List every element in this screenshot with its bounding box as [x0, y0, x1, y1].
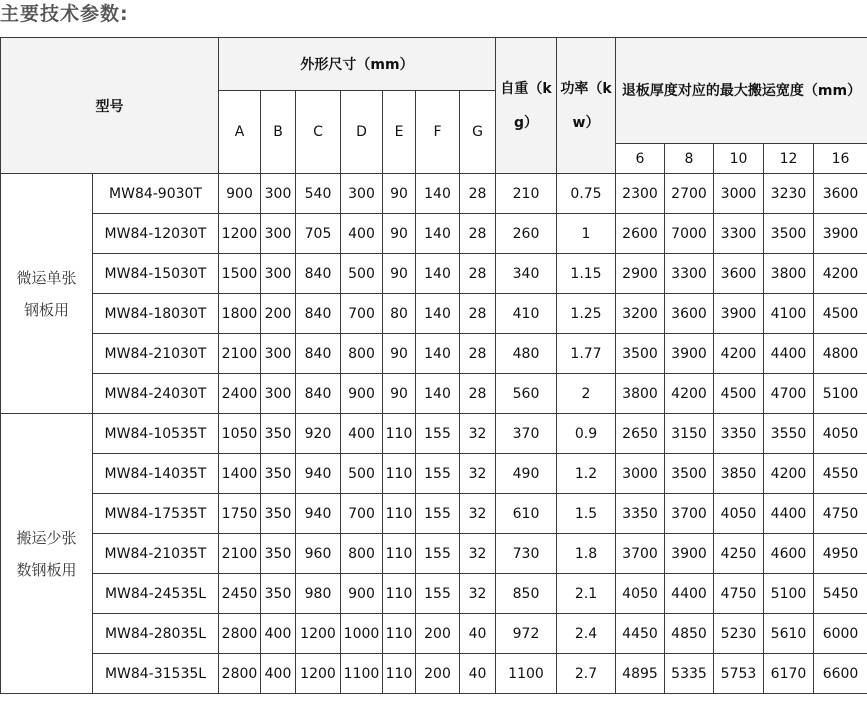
width-cell: 4200 [665, 374, 714, 414]
dimension-cell: 40 [460, 654, 496, 694]
dimension-cell: 500 [341, 254, 383, 294]
weight-cell: 260 [496, 214, 557, 254]
width-cell: 3500 [665, 454, 714, 494]
dimension-cell: 1200 [296, 614, 341, 654]
width-cell: 4400 [764, 334, 814, 374]
model-cell: MW84-18030T [93, 294, 219, 334]
power-cell: 1.2 [557, 454, 616, 494]
section-title: 主要技术参数: [0, 3, 129, 25]
weight-cell: 410 [496, 294, 557, 334]
width-cell: 2700 [665, 174, 714, 214]
header-thickness-8: 8 [665, 144, 714, 174]
width-cell: 3500 [616, 334, 665, 374]
width-cell: 5450 [814, 574, 867, 614]
width-cell: 5753 [714, 654, 764, 694]
dimension-cell: 940 [296, 494, 341, 534]
dimension-cell: 32 [460, 574, 496, 614]
dimension-cell: 200 [261, 294, 296, 334]
dimension-cell: 200 [416, 614, 460, 654]
power-cell: 2 [557, 374, 616, 414]
width-cell: 4850 [665, 614, 714, 654]
dimension-cell: 1050 [219, 414, 261, 454]
model-cell: MW84-21035T [93, 534, 219, 574]
dimension-cell: 140 [416, 214, 460, 254]
width-cell: 2300 [616, 174, 665, 214]
width-cell: 4400 [764, 494, 814, 534]
dimension-cell: 110 [383, 414, 416, 454]
category-label: 微运单张钢板用 [1, 174, 93, 414]
model-cell: MW84-14035T [93, 454, 219, 494]
width-cell: 6000 [814, 614, 867, 654]
dimension-cell: 1500 [219, 254, 261, 294]
header-dim-f: F [416, 91, 460, 174]
dimension-cell: 155 [416, 494, 460, 534]
header-dimensions: 外形尺寸（mm） [219, 38, 496, 91]
dimension-cell: 110 [383, 654, 416, 694]
power-cell: 1.15 [557, 254, 616, 294]
width-cell: 3350 [714, 414, 764, 454]
dimension-cell: 300 [261, 374, 296, 414]
dimension-cell: 700 [341, 494, 383, 534]
dimension-cell: 90 [383, 374, 416, 414]
width-cell: 3300 [714, 214, 764, 254]
dimension-cell: 900 [219, 174, 261, 214]
dimension-cell: 980 [296, 574, 341, 614]
width-cell: 4800 [814, 334, 867, 374]
dimension-cell: 28 [460, 214, 496, 254]
table-row [1, 214, 867, 254]
table-row [1, 414, 867, 454]
dimension-cell: 500 [341, 454, 383, 494]
table-row [1, 174, 867, 214]
dimension-cell: 2800 [219, 654, 261, 694]
weight-cell: 210 [496, 174, 557, 214]
width-cell: 5100 [764, 574, 814, 614]
header-thickness-6: 6 [616, 144, 665, 174]
dimension-cell: 2100 [219, 334, 261, 374]
dimension-cell: 32 [460, 414, 496, 454]
weight-cell: 560 [496, 374, 557, 414]
dimension-cell: 140 [416, 374, 460, 414]
width-cell: 3900 [814, 214, 867, 254]
dimension-cell: 2400 [219, 374, 261, 414]
power-cell: 1 [557, 214, 616, 254]
width-cell: 4700 [764, 374, 814, 414]
width-cell: 4400 [665, 574, 714, 614]
width-cell: 3900 [665, 334, 714, 374]
dimension-cell: 1100 [341, 654, 383, 694]
width-cell: 6170 [764, 654, 814, 694]
weight-cell: 480 [496, 334, 557, 374]
dimension-cell: 1200 [296, 654, 341, 694]
dimension-cell: 705 [296, 214, 341, 254]
power-cell: 1.25 [557, 294, 616, 334]
dimension-cell: 200 [416, 654, 460, 694]
dimension-cell: 960 [296, 534, 341, 574]
width-cell: 2600 [616, 214, 665, 254]
model-cell: MW84-21030T [93, 334, 219, 374]
dimension-cell: 350 [261, 414, 296, 454]
header-weight: 自重（kg） [496, 38, 557, 174]
dimension-cell: 1800 [219, 294, 261, 334]
dimension-cell: 300 [261, 174, 296, 214]
power-cell: 0.9 [557, 414, 616, 454]
weight-cell: 490 [496, 454, 557, 494]
dimension-cell: 350 [261, 494, 296, 534]
width-cell: 4550 [814, 454, 867, 494]
width-cell: 3800 [764, 254, 814, 294]
width-cell: 3200 [616, 294, 665, 334]
dimension-cell: 140 [416, 174, 460, 214]
width-cell: 4050 [814, 414, 867, 454]
dimension-cell: 90 [383, 214, 416, 254]
dimension-cell: 80 [383, 294, 416, 334]
dimension-cell: 2800 [219, 614, 261, 654]
dimension-cell: 350 [261, 454, 296, 494]
header-dim-c: C [296, 91, 341, 174]
width-cell: 6600 [814, 654, 867, 694]
spec-table [0, 37, 867, 694]
width-cell: 3900 [665, 534, 714, 574]
width-cell: 4750 [814, 494, 867, 534]
width-cell: 4500 [714, 374, 764, 414]
dimension-cell: 140 [416, 334, 460, 374]
weight-cell: 610 [496, 494, 557, 534]
model-cell: MW84-24030T [93, 374, 219, 414]
width-cell: 3600 [814, 174, 867, 214]
dimension-cell: 900 [341, 574, 383, 614]
dimension-cell: 32 [460, 494, 496, 534]
dimension-cell: 90 [383, 174, 416, 214]
model-cell: MW84-9030T [93, 174, 219, 214]
weight-cell: 1100 [496, 654, 557, 694]
width-cell: 3550 [764, 414, 814, 454]
width-cell: 4895 [616, 654, 665, 694]
dimension-cell: 155 [416, 574, 460, 614]
dimension-cell: 140 [416, 294, 460, 334]
power-cell: 2.1 [557, 574, 616, 614]
dimension-cell: 32 [460, 534, 496, 574]
dimension-cell: 155 [416, 454, 460, 494]
dimension-cell: 1000 [341, 614, 383, 654]
power-cell: 1.5 [557, 494, 616, 534]
table-row [1, 534, 867, 574]
width-cell: 3900 [714, 294, 764, 334]
dimension-cell: 32 [460, 454, 496, 494]
width-cell: 2650 [616, 414, 665, 454]
header-dim-a: A [219, 91, 261, 174]
width-cell: 3600 [665, 294, 714, 334]
dimension-cell: 300 [341, 174, 383, 214]
dimension-cell: 400 [261, 654, 296, 694]
header-model: 型号 [1, 38, 219, 174]
dimension-cell: 840 [296, 374, 341, 414]
dimension-cell: 110 [383, 574, 416, 614]
header-thickness-10: 10 [714, 144, 764, 174]
dimension-cell: 800 [341, 534, 383, 574]
model-cell: MW84-24535L [93, 574, 219, 614]
width-cell: 7000 [665, 214, 714, 254]
dimension-cell: 400 [341, 214, 383, 254]
weight-cell: 730 [496, 534, 557, 574]
header-dim-g: G [460, 91, 496, 174]
width-cell: 4250 [714, 534, 764, 574]
dimension-cell: 1750 [219, 494, 261, 534]
dimension-cell: 28 [460, 334, 496, 374]
dimension-cell: 110 [383, 614, 416, 654]
dimension-cell: 300 [261, 334, 296, 374]
dimension-cell: 800 [341, 334, 383, 374]
dimension-cell: 90 [383, 254, 416, 294]
dimension-cell: 110 [383, 534, 416, 574]
dimension-cell: 350 [261, 574, 296, 614]
model-cell: MW84-12030T [93, 214, 219, 254]
width-cell: 5610 [764, 614, 814, 654]
width-cell: 3500 [764, 214, 814, 254]
model-cell: MW84-17535T [93, 494, 219, 534]
weight-cell: 340 [496, 254, 557, 294]
header-power: 功率（kw） [557, 38, 616, 174]
dimension-cell: 2100 [219, 534, 261, 574]
dimension-cell: 400 [261, 614, 296, 654]
dimension-cell: 40 [460, 614, 496, 654]
dimension-cell: 1200 [219, 214, 261, 254]
dimension-cell: 900 [341, 374, 383, 414]
dimension-cell: 110 [383, 454, 416, 494]
dimension-cell: 90 [383, 334, 416, 374]
spec-table-body [1, 174, 867, 694]
dimension-cell: 155 [416, 534, 460, 574]
width-cell: 3800 [616, 374, 665, 414]
header-dim-d: D [341, 91, 383, 174]
dimension-cell: 700 [341, 294, 383, 334]
width-cell: 4200 [714, 334, 764, 374]
dimension-cell: 28 [460, 294, 496, 334]
dimension-cell: 940 [296, 454, 341, 494]
header-width-group: 退板厚度对应的最大搬运宽度（mm） [616, 38, 867, 144]
model-cell: MW84-28035L [93, 614, 219, 654]
header-thickness-12: 12 [764, 144, 814, 174]
table-row [1, 574, 867, 614]
power-cell: 1.8 [557, 534, 616, 574]
dimension-cell: 28 [460, 174, 496, 214]
width-cell: 3000 [616, 454, 665, 494]
width-cell: 5230 [714, 614, 764, 654]
power-cell: 2.7 [557, 654, 616, 694]
width-cell: 3700 [616, 534, 665, 574]
header-dim-e: E [383, 91, 416, 174]
dimension-cell: 400 [341, 414, 383, 454]
table-row [1, 254, 867, 294]
width-cell: 5335 [665, 654, 714, 694]
width-cell: 4200 [764, 454, 814, 494]
width-cell: 3230 [764, 174, 814, 214]
table-row [1, 374, 867, 414]
width-cell: 4450 [616, 614, 665, 654]
dimension-cell: 300 [261, 254, 296, 294]
width-cell: 3300 [665, 254, 714, 294]
width-cell: 2900 [616, 254, 665, 294]
dimension-cell: 840 [296, 254, 341, 294]
dimension-cell: 2450 [219, 574, 261, 614]
dimension-cell: 140 [416, 254, 460, 294]
width-cell: 4200 [814, 254, 867, 294]
dimension-cell: 840 [296, 334, 341, 374]
weight-cell: 370 [496, 414, 557, 454]
dimension-cell: 28 [460, 374, 496, 414]
dimension-cell: 540 [296, 174, 341, 214]
width-cell: 5100 [814, 374, 867, 414]
width-cell: 3600 [714, 254, 764, 294]
table-row [1, 334, 867, 374]
width-cell: 4950 [814, 534, 867, 574]
width-cell: 4050 [616, 574, 665, 614]
width-cell: 4100 [764, 294, 814, 334]
dimension-cell: 920 [296, 414, 341, 454]
header-thickness-16: 16 [814, 144, 867, 174]
dimension-cell: 155 [416, 414, 460, 454]
header-dim-b: B [261, 91, 296, 174]
model-cell: MW84-31535L [93, 654, 219, 694]
weight-cell: 850 [496, 574, 557, 614]
width-cell: 3000 [714, 174, 764, 214]
table-row [1, 494, 867, 534]
dimension-cell: 1400 [219, 454, 261, 494]
table-row [1, 614, 867, 654]
width-cell: 4050 [714, 494, 764, 534]
dimension-cell: 28 [460, 254, 496, 294]
width-cell: 4500 [814, 294, 867, 334]
width-cell: 4600 [764, 534, 814, 574]
table-row [1, 454, 867, 494]
power-cell: 0.75 [557, 174, 616, 214]
model-cell: MW84-10535T [93, 414, 219, 454]
width-cell: 3850 [714, 454, 764, 494]
model-cell: MW84-15030T [93, 254, 219, 294]
power-cell: 1.77 [557, 334, 616, 374]
dimension-cell: 840 [296, 294, 341, 334]
width-cell: 3350 [616, 494, 665, 534]
dimension-cell: 350 [261, 534, 296, 574]
table-row [1, 654, 867, 694]
dimension-cell: 300 [261, 214, 296, 254]
power-cell: 2.4 [557, 614, 616, 654]
table-row [1, 294, 867, 334]
dimension-cell: 110 [383, 494, 416, 534]
width-cell: 3150 [665, 414, 714, 454]
width-cell: 4750 [714, 574, 764, 614]
category-label: 搬运少张数钢板用 [1, 414, 93, 694]
width-cell: 3700 [665, 494, 714, 534]
weight-cell: 972 [496, 614, 557, 654]
